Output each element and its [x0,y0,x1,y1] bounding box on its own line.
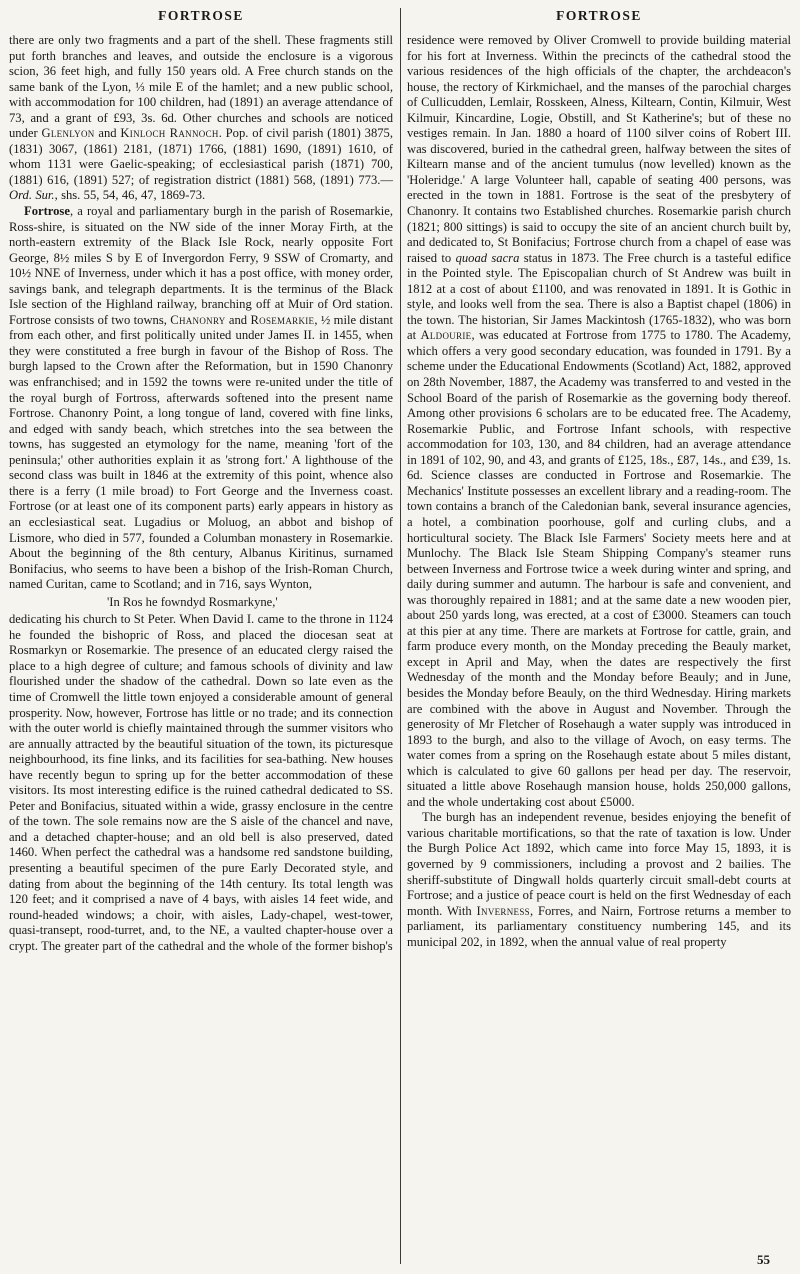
page-number: 55 [757,1252,770,1267]
left-column [9,8,393,954]
paragraph-fortingall-continuation: there are only two fragments and a part of the shell. These fragments still put forth branches and leaves, and outside the enclosure is a vigorous scion, 36 feet high, and fully 150 years old. A Free church stands on the same bank of the Lyon, ⅓ mile E of the hamlet; and a new public school, with accommodation for 100 children, had (1891) an average attendance of 73, and a grant of £93, 3s. 6d. Other churches and schools are noticed under Glenlyon and Kinloch Rannoch. Pop. of civil parish (1801) 3875, (1831) 3067, (1861) 2181, (1871) 1766, (1881) 1690, (1891) 1610, of whom 1131 were Gaelic-speaking; of ecclesiastical parish (1871) 700, (1881) 616, (1891) 527; of registration district (1881) 568, (1891) 773.—Ord. Sur., shs. 55, 54, 46, 47, 1869-73. [9,33,393,203]
left-column-header: FORTROSE [158,8,244,23]
paragraph-fortrose-town-details: residence were removed by Oliver Cromwell to provide building material for his fort at Inverness. Within the precincts of the cathedral stood the various residences of the high officials of the chapter, the archdeacon's house, the rectory of Kirkmichael, and the manses of the parochial charges of Cullicudden, Lemlair, Rosskeen, Alness, Kiltearn, Contin, Kilmuir, West Kilmuir, Kincardine, Logie, Obstill, and St Katherine's; but of these no vestiges remain. In Jan. 1880 a hoard of 1100 silver coins of Robert III. was discovered, buried in the cathedral green, halfway between the sites of Kiltearn manse and of the ancient tumulus (now levelled) known as the 'Holeridge.' A large Volunteer hall, capable of seating 400 persons, was erected in the town in 1881. Fortrose is the seat of the presbytery of Chanonry. It contains two Established churches. Rosemarkie parish church (1821; 800 sittings) is said to occupy the site of an ancient church built by, and dedicated to, St Bonifacius; Fortrose church from a chapel of ease was raised to quoad sacra status in 1873. The Free church is a tasteful edifice in the Pointed style. The Episcopalian church of St Andrew was built in 1812 at a cost of about £1100, and was renovated in 1891. It is Gothic in style, and looks well from the sea. There is also a Baptist chapel (1806) in the town. The historian, Sir James Mackintosh (1765-1832), who was born at Aldourie, was educated at Fortrose from 1775 to 1780. The Academy, which offers a very good secondary education, was founded in 1791. By a scheme under the Educational Endowments (Scotland) Act, 1882, approved on 28th November, 1887, the Academy was transferred to and vested in the School Board of the parish of Rosemarkie as the governing body thereof. Among other provisions 6 scholars are to be educated free. The Academy, Rosemarkie Public, and Fortrose Infant schools, with respective accommodation for 103, 130, and 84 children, had an average attendance in 1891 of 102, 90, and 43, and grants of £125, 18s., £87, 14s., and £39, 1s. 6d. Science classes are conducted in Fortrose and Rosemarkie. The Mechanics' Institute possesses an excellent library and a reading-room. The town contains a branch of the Caledonian bank, several insurance agencies, a hotel, a combination poorhouse, golf and curling clubs, and a horticultural society. The Black Isle Farmers' Society meets here and at Munlochy. The Black Isle Steam Shipping Company's steamer runs between Inverness and Fortrose twice a week during winter and spring, and daily during summer and autumn. The harbour is safe and convenient, and was thoroughly repaired in 1881; and at the same date a new wooden pier, about 250 yards long, was erected, at a cost of £3000. Steamers can touch at this pier at any time. There are markets at Fortrose for cattle, grain, and farm produce every month, on the Monday preceding the Beauly market, except in April and May, when the dates are respectively the first Wednesday of the month and the Monday before Beauly; and in June, besides the Monday before Beauly, on the third Wednesday. Hiring markets are combined with the above in August and November. Through the generosity of Mr Fletcher of Rosehaugh a water supply was introduced in 1893 to the burgh, and also to the village of Avoch, on easy terms. The water comes from a spring on the Rosehaugh estate about 5 miles distant, which is calculated to give 60 gallons per head per day. The reservoir, situated a little above Rosehaugh mansion house, holds 250,000 gallons, and the whole undertaking cost about £5000. [407,33,791,809]
verse-quote: 'In Ros he fowndyd Rosmarkyne,' [107,594,278,609]
right-column [407,8,791,950]
right-column-header: FORTROSE [556,8,642,23]
column-divider [400,8,401,1264]
paragraph-fortrose-entry: Fortrose, a royal and parliamentary burgh in the parish of Rosemarkie, Ross-shire, is situated on the NW side of the inner Moray Firth, at the north-eastern extremity of the Black Isle Rock, nearly opposite Fort George, 8½ miles S by E of Invergordon Ferry, 9 SSW of Cromarty, and 10½ NNE of Inverness, under which it has a post office, with money order, savings bank, and telegraph departments. It is the terminus of the Black Isle section of the Highland railway, branching off at Muir of Ord station. Fortrose consists of two towns, Chanonry and Rosemarkie, ½ mile distant from each other, and first politically united under James II. in 1455, when they were constituted a free burgh in favour of the Bishop of Ross. The burgh lapsed to the Crown after the Reformation, but in 1590 Chanonry was enfranchised; and in 1592 the towns were re-united under the title of the royal burgh of Fortross, afterwards softened into the present name Fortrose. Chanonry Point, a long tongue of land, covered with fine links, and edged with sandy beach, which stretches into the sea between the towns, has suggested an etymology for the name, meaning 'fort of the peninsula;' other authorities explain it as 'strong fort.' A lighthouse of the second class was built in 1846 at the extremity of this point, whence also there is a ferry (1 mile broad) to Fort George and the Inverness coast. Fortrose (or at least one of its component parts) early appears in history as an ecclesiastical seat. Lugadius or Moluog, an abbot and bishop of Lismore, who died in 577, founded a Columban monastery in Rosemarkie. About the beginning of the 8th century, Albanus Kiritinus, surnamed Bonifacius, who seems to have been a bishop of the Irish-Roman Church, named Curitan, came to Scotland; and in 716, says Wynton, [9,204,393,592]
paragraph-burgh-revenue: The burgh has an independent revenue, besides enjoying the benefit of various charitable mortifications, so that the rate of taxation is low. Under the Burgh Police Act 1892, which came into force May 15, 1893, it is governed by 9 commissioners, including a provost and 2 bailies. The sheriff-substitute of Dingwall holds quarterly circuit small-debt courts at Fortrose; and a justice of peace court is held on the first Wednesday of each month. With Inverness, Forres, and Nairn, Fortrose returns a member to parliament, its parliamentary constituency numbering 145, and its municipal 202, in 1892, when the annual value of real property [407,810,791,949]
paragraph-fortrose-history: dedicating his church to St Peter. When David I. came to the throne in 1124 he founded the bishopric of Ross, and placed the diocesan seat at Rosmarkyn or Rosemarkie. The presence of an educated clergy raised the place to a high degree of culture; and famous schools of divinity and law flourished under the shadow of the cathedral. Down so late even as the time of Cromwell the little town enjoyed a considerable amount of general prosperity. Now, however, Fortrose has little or no trade; and its connection with the outer world is chiefly maintained through the summer visitors who are annually attracted by the beautiful situation of the town, its picturesque neighbourhood, its fine links, and its facilities for sea-bathing. New houses have recently begun to spring up for the better accommodation of these visitors. Its most interesting edifice is the ruined cathedral dedicated to SS. Peter and Bonifacius, situated within a wide, grassy enclosure in the centre of the town. The sole remains now are the S aisle of the chancel and nave, and a detached chapter-house; and an old bell is also preserved, dated 1460. When perfect the cathedral was a handsome red sandstone building, presenting a beautiful specimen of the pure Early Decorated style, and dating from about the beginning of the 14th century. Its total length was 120 feet; and it comprised a nave of 4 bays, with aisles 14 feet wide, and round-headed windows; a choir, with aisles, Lady-chapel, west-tower, quasi-transept, rood-turret, and, to the NE, a vaulted chapter-house over a crypt. The greater part of the cathedral and the whole of the former bishop's [9,612,393,953]
